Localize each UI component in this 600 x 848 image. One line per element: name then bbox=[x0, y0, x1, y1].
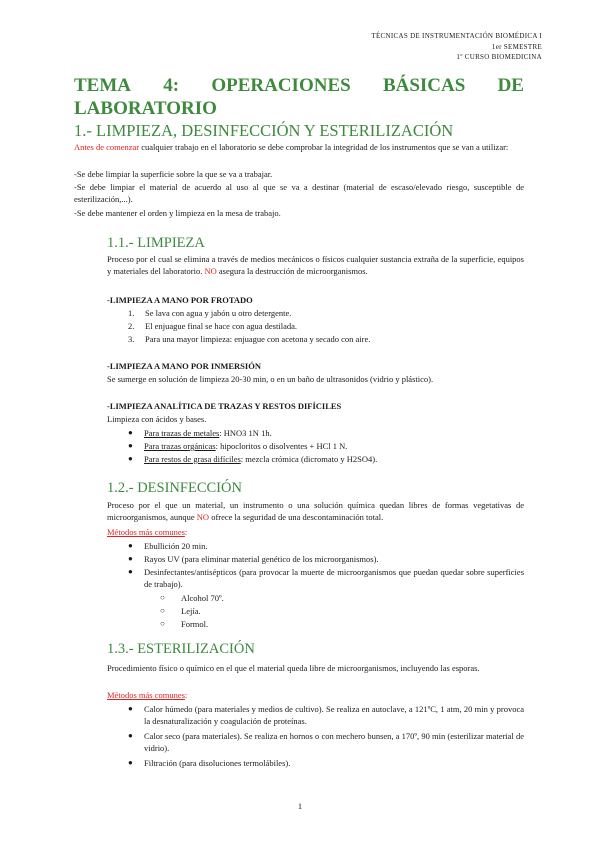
list-text bbox=[144, 440, 347, 452]
method-title: -LIMPIEZA ANALÍTICA DE TRAZAS Y RESTOS DIFÍCILES bbox=[107, 401, 342, 411]
title-word: 4: bbox=[163, 75, 180, 96]
intro-text: cualquier trabajo en el laboratorio se debe comprobar la integridad de los instrumentos que se van a utilizar: bbox=[139, 142, 509, 152]
bullet-icon: ● bbox=[128, 541, 133, 550]
circle-bullet-icon: ○ bbox=[160, 619, 165, 628]
header-year: 1º CURSO BIOMEDICINA bbox=[456, 53, 542, 61]
desinfeccion-definition bbox=[107, 499, 524, 524]
highlight-text: Antes de comenzar bbox=[74, 142, 140, 152]
circle-bullet-icon: ○ bbox=[160, 606, 165, 615]
bullet-icon: ● bbox=[128, 428, 133, 437]
bullet-icon: ● bbox=[128, 731, 133, 740]
bullet-icon: ● bbox=[128, 454, 133, 463]
underlined-text: Para trazas orgánicas bbox=[144, 441, 216, 451]
method-title: -LIMPIEZA A MANO POR INMERSIÓN bbox=[107, 361, 261, 371]
highlight-text: NO bbox=[204, 266, 217, 277]
list-item bbox=[128, 730, 524, 756]
header-course: TÉCNICAS DE INSTRUMENTACIÓN BIOMÉDICA I bbox=[371, 32, 542, 40]
methods-label: Métodos más comunes: bbox=[107, 527, 188, 537]
list-text bbox=[144, 427, 272, 439]
title-word: BÁSICAS bbox=[382, 75, 466, 96]
methods-label-text: Métodos más comunes bbox=[107, 690, 185, 700]
list-item bbox=[128, 757, 524, 769]
list-detail: : mezcla crómica (dicromato y H2SO4). bbox=[240, 454, 378, 464]
bullet-icon: ● bbox=[128, 567, 133, 576]
header-semester: 1er SEMESTRE bbox=[491, 42, 542, 51]
circle-bullet-icon: ○ bbox=[160, 593, 165, 602]
list-text: Desinfectantes/antisépticos (para provocar la muerte de microorganismos que puedan quedar sobre superficies de trabajo). bbox=[144, 567, 524, 590]
list-text: Formol. bbox=[181, 619, 209, 629]
list-item bbox=[128, 566, 524, 592]
list-text: El enjuague final se hace con agua destilada. bbox=[145, 321, 297, 331]
methods-label-text: Métodos más comunes bbox=[107, 527, 185, 537]
list-text: Se lava con agua y jabón u otro detergente. bbox=[145, 308, 292, 318]
list-text: Lejía. bbox=[181, 606, 201, 616]
title-word: TEMA bbox=[74, 75, 131, 96]
list-number: 2. bbox=[128, 321, 135, 331]
bullet-icon: ● bbox=[128, 554, 133, 563]
document-header bbox=[371, 31, 542, 63]
bullet-icon: ● bbox=[128, 704, 133, 713]
list-detail: : HNO3 1N 1h. bbox=[219, 428, 272, 438]
list-item bbox=[128, 540, 524, 552]
list-detail: : hipocloritos o disolventes + HCl 1 N. bbox=[215, 441, 348, 451]
intro-line: -Se debe limpiar la superficie sobre la que se va a trabajar. bbox=[74, 169, 273, 179]
bullet-icon: ● bbox=[128, 758, 133, 767]
list-text: Alcohol 70º. bbox=[181, 593, 224, 603]
title-word: DE bbox=[497, 75, 524, 96]
limpieza-definition bbox=[107, 253, 524, 278]
subsection-heading: 1.2.- DESINFECCIÓN bbox=[107, 480, 242, 496]
list-item bbox=[128, 427, 524, 439]
list-text bbox=[144, 453, 377, 465]
document-title bbox=[74, 74, 524, 120]
esterilizacion-definition: Procedimiento físico o químico en el que el material queda libre de microorganismos, incluyendo las esporas. bbox=[107, 663, 480, 673]
list-text: Rayos UV (para eliminar material genético de los microorganismos). bbox=[144, 554, 379, 564]
underlined-text: Para trazas de metales bbox=[144, 428, 220, 438]
method-text: Limpieza con ácidos y bases. bbox=[107, 414, 207, 424]
title-line-2: LABORATORIO bbox=[74, 98, 217, 119]
method-title: -LIMPIEZA A MANO POR FROTADO bbox=[107, 295, 253, 305]
section-heading: 1.- LIMPIEZA, DESINFECCIÓN Y ESTERILIZACIÓN bbox=[74, 121, 454, 140]
subsection-heading: 1.3.- ESTERILIZACIÓN bbox=[107, 641, 255, 657]
highlight-text: NO bbox=[196, 512, 210, 523]
definition-text: Proceso por el cual se elimina a través de medios mecánicos o físicos cualquier sustancia extraña de la superficie, equipos y materiales del laboratorio. bbox=[107, 254, 524, 277]
list-number: 3. bbox=[128, 334, 135, 344]
intro-line: -Se debe mantener el orden y limpieza en la mesa de trabajo. bbox=[74, 208, 281, 218]
intro-line: -Se debe limpiar el material de acuerdo al uso al que se va a destinar (material de escaso/elevado riesgo, susceptible de esterilización,...). bbox=[74, 182, 524, 205]
list-text: Para una mayor limpieza: enjuague con acetona y secado con aire. bbox=[145, 334, 371, 344]
method-text: Se sumerge en solución de limpieza 20-30 min, o en un baño de ultrasonidos (vidrio y plástico). bbox=[107, 374, 434, 384]
methods-label: Métodos más comunes: bbox=[107, 690, 188, 700]
subsection-heading: 1.1.- LIMPIEZA bbox=[107, 235, 205, 251]
section-intro bbox=[74, 141, 524, 153]
list-item bbox=[128, 440, 524, 452]
list-number: 1. bbox=[128, 308, 135, 318]
definition-text: ofrece la seguridad de una descontaminación total. bbox=[209, 512, 384, 523]
list-item bbox=[128, 553, 524, 565]
title-word: OPERACIONES bbox=[211, 75, 351, 96]
list-item bbox=[128, 453, 524, 465]
definition-text: Proceso por el que un material, un instrumento o una solución química quedan libres de formas vegetativas de microorganismos, aunque bbox=[107, 500, 524, 523]
bullet-icon: ● bbox=[128, 441, 133, 450]
page-number: 1 bbox=[297, 801, 303, 811]
list-text: Filtración (para disoluciones termolábiles). bbox=[144, 758, 291, 768]
list-text: Ebullición 20 min. bbox=[144, 541, 208, 551]
list-item bbox=[128, 703, 524, 729]
list-text: Calor seco (para materiales). Se realiza en hornos o con mechero bunsen, a 170º, 90 min (esterilizar material de vidrio). bbox=[144, 731, 524, 754]
definition-text: asegura la destrucción de microorganismos. bbox=[216, 266, 368, 277]
list-text: Calor húmedo (para materiales y medios de cultivo). Se realiza en autoclave, a 121ºC, 1 atm, 20 min y provoca la desnaturalización y coagulación de proteínas. bbox=[144, 704, 524, 727]
underlined-text: Para restos de grasa difíciles bbox=[144, 454, 241, 464]
